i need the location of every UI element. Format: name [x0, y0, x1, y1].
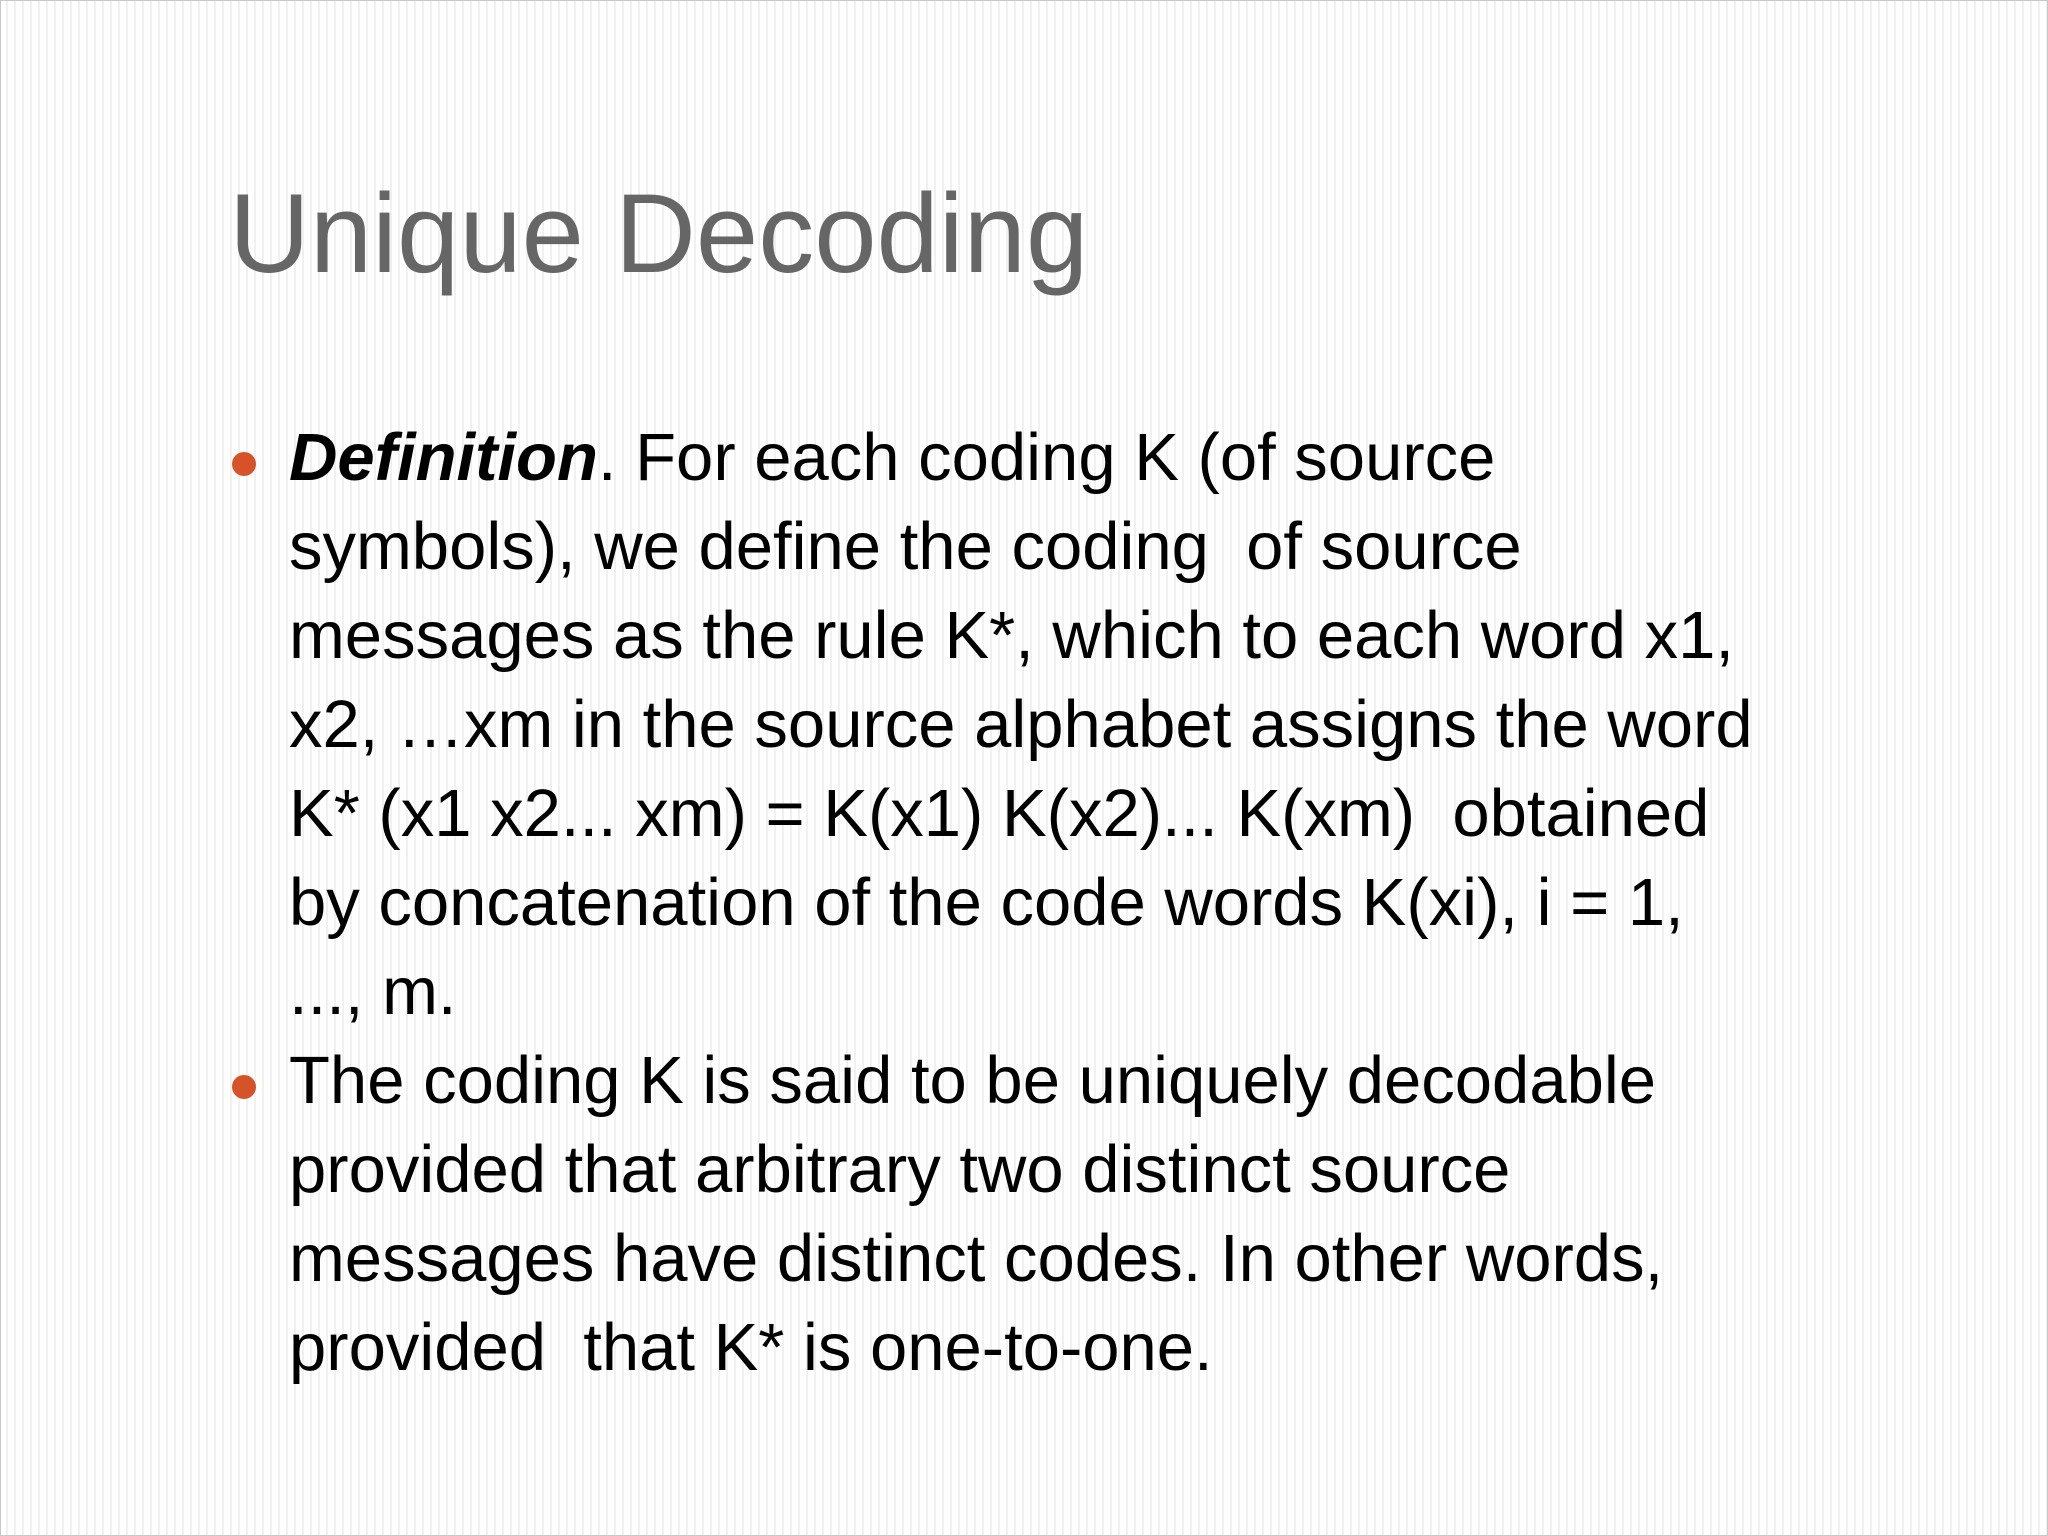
bullet-line: messages as the rule K*, which to each word x1, [289, 598, 1734, 673]
bullet-list [229, 413, 1949, 1392]
bullet-line: provided that arbitrary two distinct source [289, 1132, 1511, 1207]
bullet-line [289, 413, 1949, 502]
bullet-line: provided that K* is one-to-one. [289, 1310, 1213, 1385]
bullet-line: x2, …xm in the source alphabet assigns the word [289, 687, 1753, 762]
bullet-line: The coding K is said to be uniquely decodable [289, 1043, 1656, 1118]
bullet-line: symbols), we define the coding of source [289, 509, 1522, 584]
bullet-item-definition [229, 413, 1949, 1036]
bullet-dot-icon [232, 452, 256, 476]
bullet-line: by concatenation of the code words K(xi), i = 1, [289, 865, 1684, 940]
bullet-item-uniquely-decodable [229, 1036, 1949, 1392]
bullet-line: messages have distinct codes. In other words, [289, 1221, 1664, 1296]
bullet-text: . For each coding K (of source [597, 420, 1496, 495]
bullet-line: K* (x1 x2... xm) = K(x1) K(x2)... K(xm) obtained [289, 776, 1710, 851]
definition-term: Definition [289, 420, 598, 495]
bullet-dot-icon [232, 1075, 256, 1099]
bullet-line: ..., m. [289, 954, 457, 1029]
slide-title: Unique Decoding [229, 171, 1089, 296]
